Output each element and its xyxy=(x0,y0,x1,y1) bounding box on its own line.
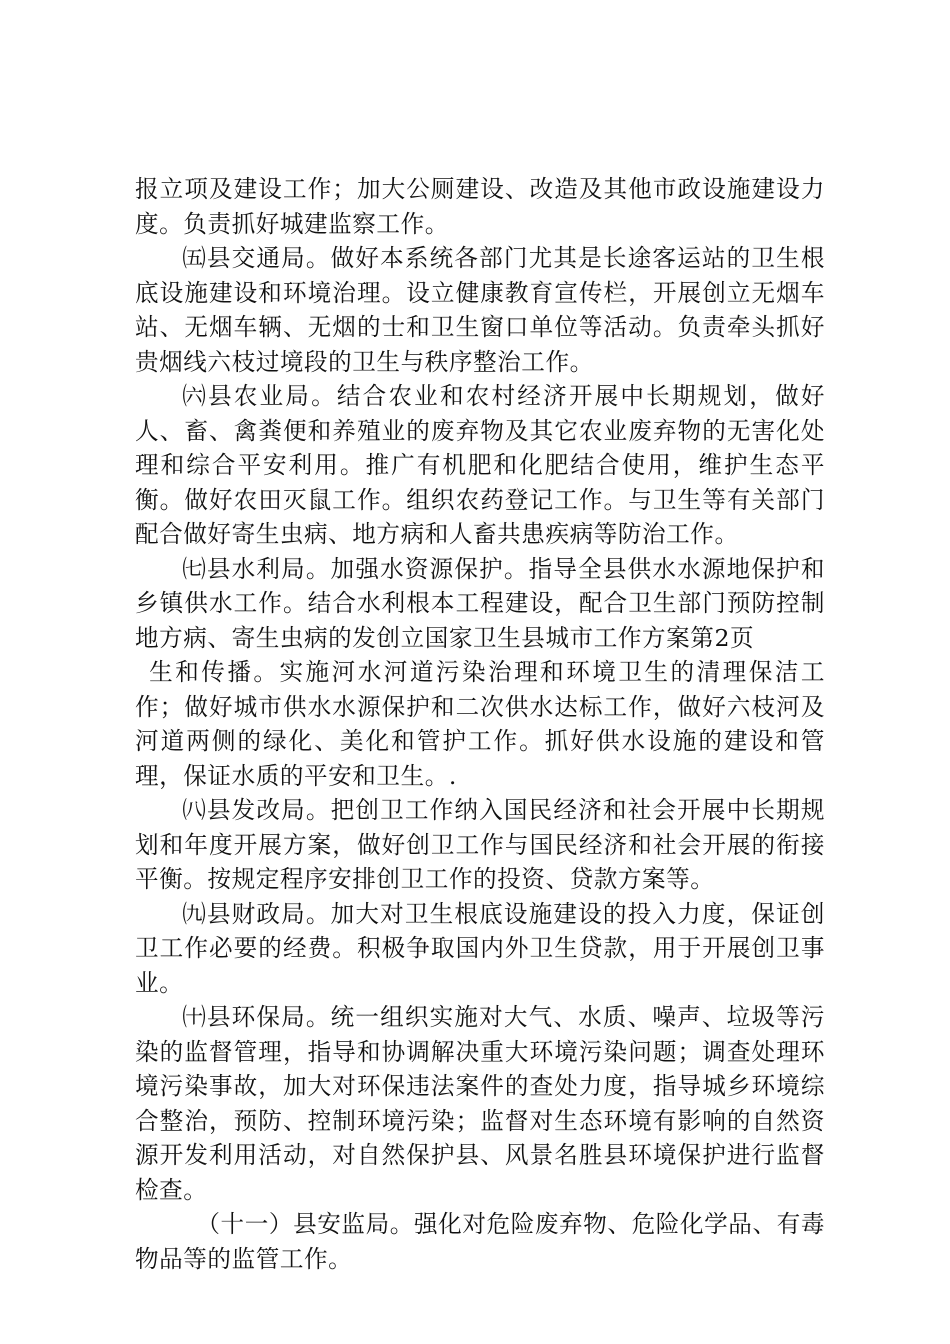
document-body xyxy=(135,172,825,1276)
paragraph-finance-bureau: ㈨县财政局。加大对卫生根底设施建设的投入力度，保证创卫工作必要的经费。积极争取国内外卫生贷款，用于开展创卫事业。 xyxy=(135,899,825,997)
paragraph-environmental-protection-bureau: ㈩县环保局。统一组织实施对大气、水质、噪声、垃圾等污染的监督管理，指导和协调解决重大环境污染问题；调查处理环境污染事故，加大对环保违法案件的查处力度，指导城乡环境综合整治，预防、控制环境污染；监督对生态环境有影响的自然资源开发利用活动，对自然保护县、风景名胜县环境保护进行监督检查。 xyxy=(135,1003,825,1204)
paragraph-agriculture-bureau: ㈥县农业局。结合农业和农村经济开展中长期规划，做好人、畜、禽粪便和养殖业的废弃物及其它农业废弃物的无害化处理和综合平安利用。推广有机肥和化肥结合使用，维护生态平衡。做好农田灭鼠工作。组织农药登记工作。与卫生等有关部门配合做好寄生虫病、地方病和人畜共患疾病等防治工作。 xyxy=(135,382,825,548)
paragraph-safety-supervision-bureau: （十一）县安监局。强化对危险废弃物、危险化学品、有毒物品等的监管工作。 xyxy=(135,1210,825,1273)
paragraph-transport-bureau: ㈤县交通局。做好本系统各部门尤其是长途客运站的卫生根底设施建设和环境治理。设立健康教育宣传栏，开展创立无烟车站、无烟车辆、无烟的士和卫生窗口单位等活动。负责牵头抓好贵烟线六枝过境段的卫生与秩序整治工作。 xyxy=(135,244,825,376)
paragraph-water-bureau: ㈦县水利局。加强水资源保护。指导全县供水水源地保护和乡镇供水工作。结合水利根本工程建设，配合卫生部门预防控制地方病、寄生虫病的发创立国家卫生县城市工作方案第2页 xyxy=(135,554,825,652)
paragraph-development-reform-bureau: ㈧县发改局。把创卫工作纳入国民经济和社会开展中长期规划和年度开展方案，做好创卫工作与国民经济和社会开展的衔接平衡。按规定程序安排创卫工作的投资、贷款方案等。 xyxy=(135,796,825,893)
paragraph-water-bureau-continued: 生和传播。实施河水河道污染治理和环境卫生的清理保洁工作；做好城市供水水源保护和二次供水达标工作，做好六枝河及河道两侧的绿化、美化和管护工作。抓好供水设施的建设和管理，保证水质的平安和卫生。. xyxy=(135,658,825,790)
paragraph-urban-construction-continued: 报立项及建设工作；加大公厕建设、改造及其他市政设施建设力度。负责抓好城建监察工作。 xyxy=(135,175,825,238)
